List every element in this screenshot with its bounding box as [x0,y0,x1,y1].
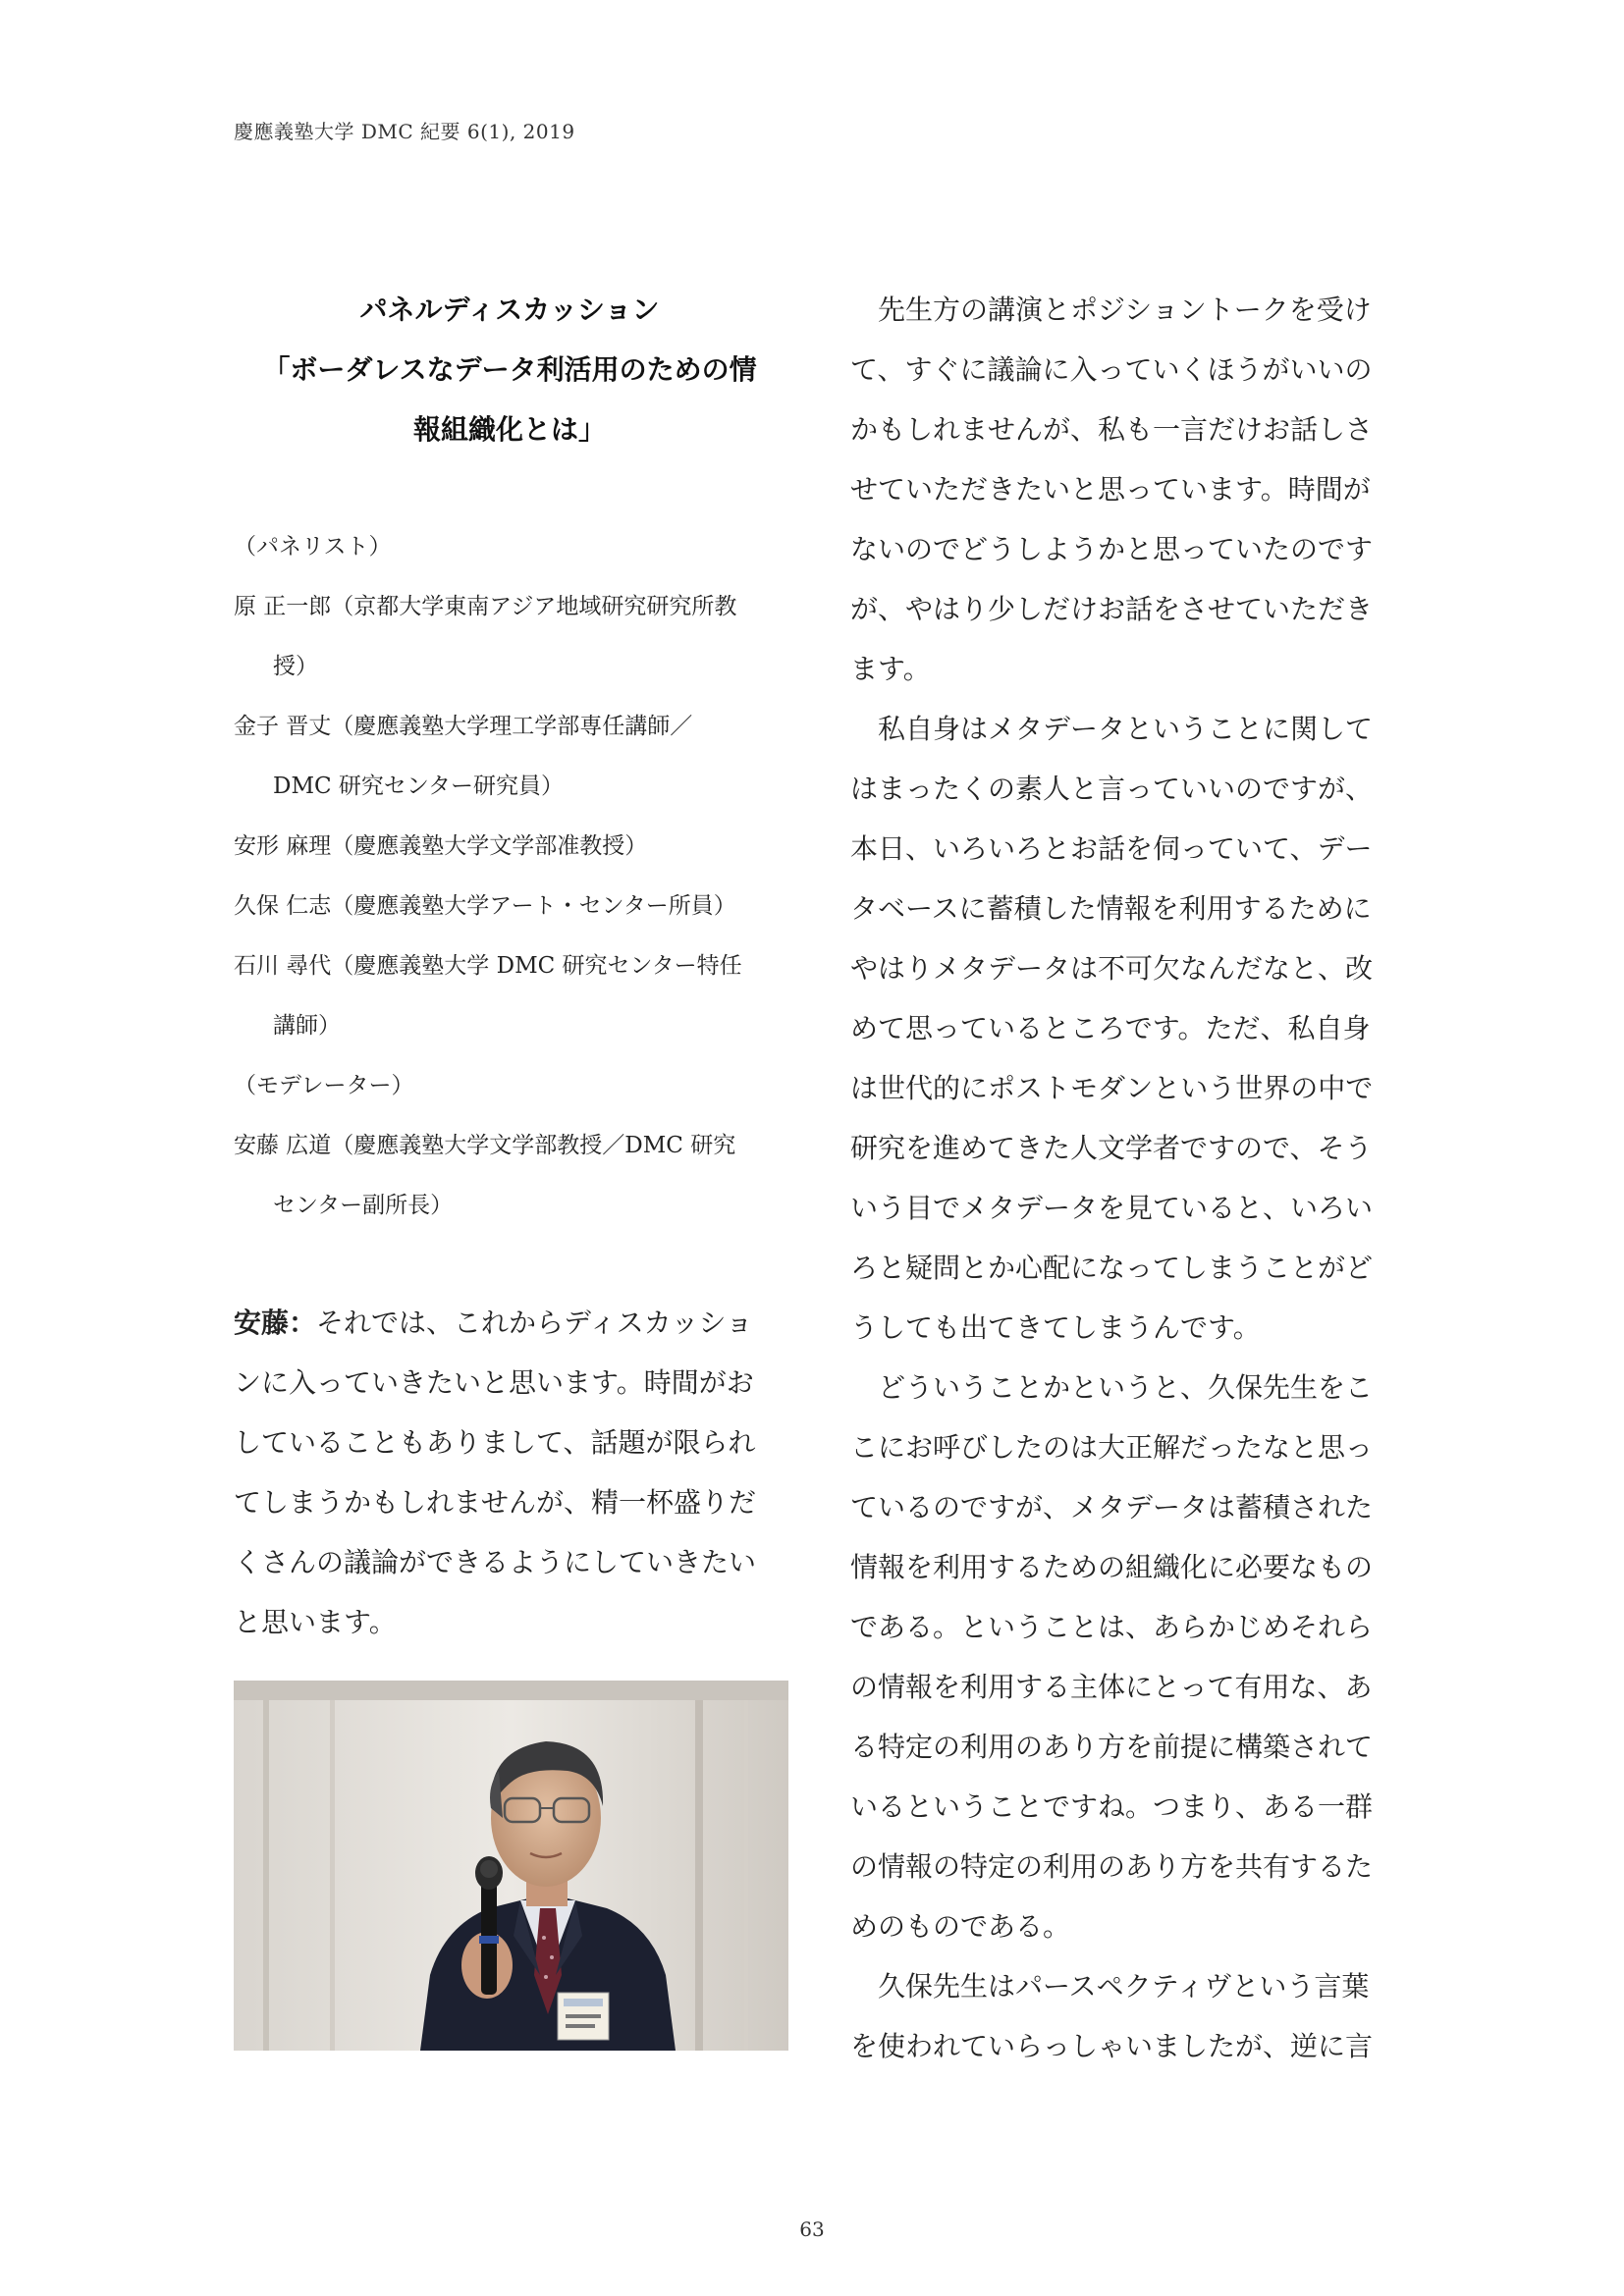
body-text-line: めて思っているところです。ただ、私自身 [850,1012,1371,1044]
body-text-line: はまったくの素人と言っていいのですが、 [850,773,1374,805]
body-text-line: 久保先生はパースペクティヴという言葉 [850,1970,1370,2002]
panelist-entry-continued: 講師） [273,1013,341,1039]
panelist-entry: 原 正一郎（京都大学東南アジア地域研究研究所教 [234,594,737,619]
panelist-entry: 金子 晋丈（慶應義塾大学理工学部専任講師／ [234,714,693,739]
body-text-line: て、すぐに議論に入っていくほうがいいの [850,353,1373,386]
body-text-line: る特定の利用のあり方を前提に構築されて [850,1731,1374,1763]
moderator-heading: （モデレーター） [234,1073,414,1098]
speaker-label: 安藤： [234,1307,317,1339]
body-text-line: を使われていらっしゃいましたが、逆に言 [850,2030,1374,2062]
panelist-entry: 久保 仁志（慶應義塾大学アート・センター所員） [234,893,736,919]
body-text-line: いう目でメタデータを見ていると、いろい [850,1192,1374,1224]
moderator-speech [234,1293,785,1652]
speech-text: それでは、これからディスカッショ [316,1307,753,1339]
panelist-heading: （パネリスト） [234,534,392,560]
moderator-entry-continued: センター副所長） [273,1193,454,1218]
speaker-photo-illustration [234,1681,788,2051]
right-column [850,280,1400,2076]
body-text-line: どういうことかというと、久保先生をこ [850,1371,1374,1404]
panelist-entry: 石川 尋代（慶應義塾大学 DMC 研究センター特任 [234,953,742,979]
body-text-line: は世代的にポストモダンという世界の中で [850,1072,1374,1104]
speech-line: と思います。 [234,1606,397,1638]
speech-line [234,1293,785,1353]
body-text-line: 研究を進めてきた人文学者ですので、そう [850,1132,1373,1164]
speech-line: していることもありまして、話題が限られ [234,1426,756,1459]
speech-line: てしまうかもしれませんが、精一杯盛りだ [234,1486,757,1519]
page-number: 63 [799,2217,825,2241]
panel-members [234,517,785,1236]
body-text-line: 先生方の講演とポジショントークを受け [850,294,1372,326]
body-text-line: の情報を利用する主体にとって有用な、あ [850,1671,1373,1703]
body-text-line: かもしれませんが、私も一言だけお話しさ [850,413,1374,446]
body-text-line: 私自身はメタデータということに関して [850,713,1374,745]
panelist-entry-continued: 授） [273,654,318,679]
body-text-line: 情報を利用するための組織化に必要なもの [850,1551,1374,1583]
body-text-line: が、やはり少しだけお話をさせていただき [850,593,1374,625]
running-head: 慶應義塾大学 DMC 紀要 6(1), 2019 [234,120,575,143]
title-line: 「ボーダレスなデータ利活用のための情 [262,353,757,386]
body-text-line: うしても出てきてしまうんです。 [850,1311,1261,1344]
speech-line: くさんの議論ができるようにしていきたい [234,1546,757,1578]
speech-line: ンに入っていきたいと思います。時間がお [234,1366,754,1399]
body-text-line: ろと疑問とか心配になってしまうことがど [850,1252,1374,1284]
speaker-photo [234,1681,788,2051]
body-text-line: ないのでどうしようかと思っていたのです [850,533,1374,565]
body-text-line: いるということですね。つまり、ある一群 [850,1790,1374,1823]
left-column [234,280,785,1652]
title-line: 報組織化とは」 [412,413,606,446]
body-text-line: こにお呼びしたのは大正解だったなと思っ [850,1431,1374,1464]
panelist-entry-continued: DMC 研究センター研究員） [273,774,564,799]
panelist-entry: 安形 麻理（慶應義塾大学文学部准教授） [234,833,648,859]
body-text-line: である。ということは、あらかじめそれら [850,1611,1374,1643]
title-line: パネルディスカッション [359,294,660,326]
moderator-entry: 安藤 広道（慶應義塾大学文学部教授／DMC 研究 [234,1133,736,1158]
body-text-line: めのものである。 [850,1910,1071,1943]
body-text-line: の情報の特定の利用のあり方を共有するた [850,1850,1374,1883]
body-text-line: やはりメタデータは不可欠なんだなと、改 [850,952,1374,985]
body-text-line: 本日、いろいろとお話を伺っていて、デー [850,832,1373,865]
body-text-line: タベースに蓄積した情報を利用するために [850,892,1372,925]
article-title [234,280,785,459]
body-text-line: ているのですが、メタデータは蓄積された [850,1491,1374,1523]
body-text-line: ます。 [850,653,931,685]
body-text-line: せていただきたいと思っています。時間が [850,473,1371,506]
